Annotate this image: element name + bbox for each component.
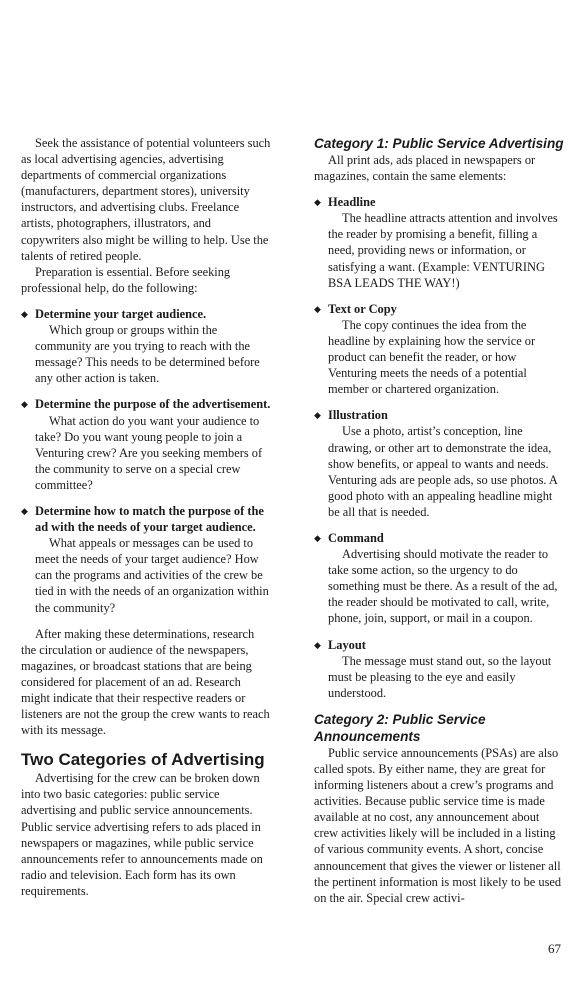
bullet-purpose	[21, 396, 271, 493]
left-column	[21, 135, 271, 899]
bullet-diamond-icon: ◆	[314, 303, 321, 314]
bullet-diamond-icon: ◆	[314, 639, 321, 650]
category-2-heading: Category 2: Public Service Announcements	[314, 711, 486, 744]
bullet-heading: Layout	[328, 637, 366, 652]
bullet-body: The message must stand out, so the layout must be pleasing to the eye and easily understood.	[328, 653, 552, 700]
intro-paragraph: Seek the assistance of potential volunteers such as local advertising agencies, advertising departments of commercial organizations (manufacturers, department stores), university instructors, and advertising clubs. Freelance artists, photographers, illustrators, and copywriters also might be willing to help. Use the talents of retired people.	[21, 136, 271, 263]
bullet-illustration	[314, 407, 566, 520]
section-paragraph: Advertising for the crew can be broken down into two basic categories: public service advertising and public service announcements. Public service advertising refers to ads placed in newspapers or magazines, while public service announcements refer to announcements made on radio and television. Each form has its own requirements.	[21, 771, 263, 898]
bullet-body: The copy continues the idea from the headline by explaining how the service or product can benefit the reader, or how Venturing meets the needs of a potential member or chartered organization.	[328, 317, 536, 397]
bullet-headline	[314, 194, 566, 291]
bullet-body: Which group or groups within the community are you trying to reach with the message? This needs to be determined before any other action is taken.	[35, 323, 260, 386]
bullet-body: The headline attracts attention and involves the reader by promising a benefit, filling a need, providing news or information, or satisfying a want. (Example: VENTURING BSA LEADS THE WAY!)	[328, 211, 558, 290]
research-paragraph: After making these determinations, research the circulation or audience of the newspapers, magazines, or broadcast stations that are being considered for placement of an ad. Research might indicate that their respective readers or listeners are not the group the crew wants to reach with its message.	[21, 626, 270, 738]
category-2-paragraph: Public service announcements (PSAs) are also called spots. By either name, they are great for informing listeners about a crew’s programs and activities. Because public service time is made available at no cost, any announcement about crew activities likely will be included in a listing of various community events. A short, concise announcement that gives the viewer or listener all the pertinent information is most likely to be used on the air. Special crew activi-	[314, 745, 562, 905]
category-1-intro: All print ads, ads placed in newspapers or magazines, contain the same elements:	[314, 153, 536, 184]
preparation-paragraph: Preparation is essential. Before seeking professional help, do the following:	[21, 264, 231, 295]
bullet-body: What action do you want your audience to take? Do you want young people to join a Venturing crew? Are you seeking members of the community to serve on a special crew committee?	[35, 413, 263, 492]
bullet-heading: Determine the purpose of the advertisement.	[35, 397, 271, 412]
bullet-command	[314, 530, 566, 627]
bullet-heading: Text or Copy	[328, 301, 397, 316]
bullet-diamond-icon: ◆	[314, 532, 321, 543]
bullet-body: Use a photo, artist’s conception, line drawing, or other art to demonstrate the idea, show benefits, or appeal to wants and needs. Venturing ads are people ads, so use photos. A good photo with an appealing headline might be all that is needed.	[328, 424, 558, 519]
right-column	[314, 135, 566, 906]
category-1-heading: Category 1: Public Service Advertising	[314, 136, 564, 151]
bullet-heading: Command	[328, 530, 384, 545]
bullet-body: What appeals or messages can be used to meet the needs of your target audience? How can the programs and activities of the crew be tied in with the needs of an organization within the community?	[35, 536, 269, 615]
bullet-diamond-icon: ◆	[21, 399, 28, 410]
bullet-text-or-copy	[314, 301, 566, 398]
bullet-diamond-icon: ◆	[21, 505, 28, 516]
bullet-layout	[314, 637, 566, 701]
bullet-heading: Illustration	[328, 408, 388, 423]
bullet-diamond-icon: ◆	[314, 197, 321, 208]
bullet-diamond-icon: ◆	[314, 410, 321, 421]
bullet-target-audience	[21, 306, 271, 386]
bullet-match-purpose	[21, 503, 271, 616]
section-heading: Two Categories of Advertising	[21, 750, 265, 770]
page-number: 67	[548, 941, 561, 956]
bullet-heading: Headline	[328, 195, 376, 210]
bullet-body: Advertising should motivate the reader to take some action, so the urgency to do something must be there. As a result of the ad, the reader should be motivated to call, write, phone, join, support, or mail in a coupon.	[328, 547, 558, 626]
bullet-diamond-icon: ◆	[21, 308, 28, 319]
bullet-heading: Determine how to match the purpose of the ad with the needs of your target audience.	[35, 503, 264, 535]
bullet-heading: Determine your target audience.	[35, 306, 207, 321]
